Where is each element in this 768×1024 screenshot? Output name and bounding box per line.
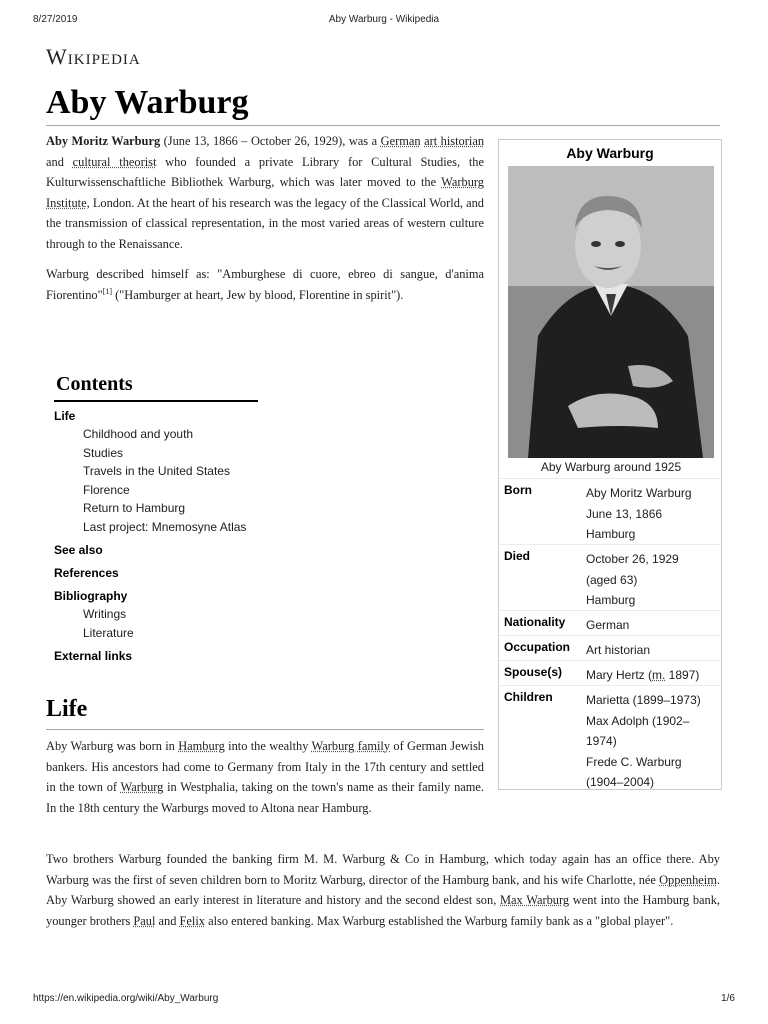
toc-subitem[interactable]: Writings [83,607,127,621]
text: Two brothers Warburg founded the banking firm M. M. Warburg & Co in Hamburg, which today again has an office there. Aby Warburg was the first of seven children born to Moritz Warburg, director of the Hamburg bank, and his wife Charlotte, née [46,852,720,887]
value-line: Marietta (1899–1973) [586,693,701,707]
wikipedia-logo[interactable]: Wikipedia [46,44,141,69]
text: (June 13, 1866 – October 26, 1929), was a [160,134,381,148]
link-art-historian[interactable]: art historian [424,134,485,148]
toc-subitem[interactable]: Studies [83,445,124,460]
row-value: Art historian [586,643,651,657]
toc-item-references[interactable]: References [54,566,119,580]
title-divider [46,125,720,126]
spouse-name: Mary Hertz ( [586,668,652,682]
print-footer [0,993,768,1007]
intro-paragraph-2 [46,264,484,305]
print-url: https://en.wikipedia.org/wiki/Aby_Warburg [33,993,219,1004]
link-paul[interactable]: Paul [133,913,156,928]
toc-subitem[interactable]: Last project: Mnemosyne Atlas [83,519,247,534]
text: and [46,154,73,169]
row-label: Died [504,549,531,563]
infobox-row-children [499,685,721,790]
link-max-warburg[interactable]: Max Warburg [500,893,570,907]
row-value [586,665,718,686]
toc-item-life[interactable]: Life [54,409,76,423]
infobox-row-nationality [499,610,721,636]
text: ("Hamburger at heart, Jew by blood, Florentine in spirit"). [112,287,404,302]
row-value [586,690,718,793]
image-caption: Aby Warburg around 1925 [540,460,682,474]
row-value [586,483,718,545]
intro-paragraph-1 [46,131,484,254]
toc-subitem[interactable]: Return to Hamburg [83,501,186,515]
link-oppenheim[interactable]: Oppenheim [659,872,717,887]
marriage-year: 1897) [665,668,700,682]
toc-item-external-links[interactable]: External links [54,649,133,663]
row-label: Occupation [504,640,571,654]
contents-divider [54,400,258,402]
portrait-illustration [508,166,714,458]
infobox-row-born [499,478,721,545]
infobox [498,139,722,790]
value-line: Hamburg [586,527,636,541]
toc-subitem[interactable]: Childhood and youth [83,427,194,441]
life-paragraph-1 [46,736,484,818]
text: and [155,913,180,928]
text: also entered banking. Max Warburg established the Warburg family bank as a "global player". [205,913,674,928]
toc-subitem[interactable]: Travels in the United States [83,464,230,478]
value-line: Aby Moritz Warburg [586,486,692,500]
value-line: (aged 63) [586,572,638,587]
reference-link[interactable]: [1] [102,286,113,296]
row-value: German [586,618,630,632]
text: who founded a private Library for Cultural Studies, the Kulturwissenschaftliche Bibliothek Warburg, which was later moved to the [46,154,484,189]
value-line: 1974) [586,734,617,748]
print-date: 8/27/2019 [33,14,78,25]
row-label: Children [504,690,553,704]
toc-subitem[interactable]: Literature [83,625,134,640]
value-line: June 13, 1866 [586,506,663,521]
value-line: Hamburg [586,593,636,607]
life-paragraph-2 [46,849,720,931]
toc-item-bibliography[interactable]: Bibliography [54,589,128,603]
text: Aby Warburg was born in [46,739,179,753]
value-line: Frede C. Warburg [586,754,682,769]
text: into the wealthy [224,739,312,753]
text: Warburg described himself as: "Amburghese di cuore, ebreo di sangue, d'anima Fiorentino" [46,267,484,302]
section-divider [46,729,484,730]
married-abbr[interactable]: m. [652,668,666,682]
infobox-row-occupation [499,635,721,661]
row-label: Born [504,483,532,497]
section-heading-life: Life [46,696,88,722]
text: , London. At the heart of his research was the legacy of the Classical World, and the transmission of classical representation, in the most varied areas of western culture through to the Renaissance. [46,195,484,251]
toc-item-see-also[interactable]: See also [54,543,103,557]
infobox-row-spouse [499,660,721,686]
link-felix[interactable]: Felix [179,913,206,928]
text: . Aby Warburg showed an early interest in literature and history and the second eldest son, [46,872,720,907]
infobox-row-died [499,544,721,611]
link-hamburg[interactable]: Hamburg [178,739,225,753]
infobox-title: Aby Warburg [566,145,654,161]
row-label: Spouse(s) [504,665,563,679]
text: of German Jewish bankers. His ancestors had come to Germany from Italy in the 17th century and settled in the town of [46,739,484,794]
link-warburg-family[interactable]: Warburg family [311,739,391,753]
portrait-image[interactable] [508,166,714,458]
print-header [0,14,768,28]
link-warburg-town[interactable]: Warburg [120,780,164,794]
page-title: Aby Warburg [46,84,249,121]
print-page-title: Aby Warburg - Wikipedia [328,14,440,25]
row-label: Nationality [504,615,566,629]
link-cultural-theorist[interactable]: cultural theorist [72,154,157,169]
table-of-contents [46,368,258,665]
contents-title: Contents [56,373,133,395]
subject-name: Aby Moritz Warburg [46,134,161,148]
toc-subitem[interactable]: Florence [83,482,130,497]
value-line: Max Adolph (1902– [586,713,690,728]
value-line: (1904–2004) [586,775,655,789]
text: in Westphalia, taking on the town's name as their family name. In the 18th century the Warburgs moved to Altona near Hamburg. [46,780,485,815]
value-line: October 26, 1929 [586,552,679,566]
page-number: 1/6 [721,993,735,1004]
link-german[interactable]: German [380,134,421,148]
link-warburg-institute[interactable]: Warburg Institute [46,175,484,210]
text: went into the Hamburg bank, younger brothers [46,893,720,928]
row-value [586,549,718,611]
